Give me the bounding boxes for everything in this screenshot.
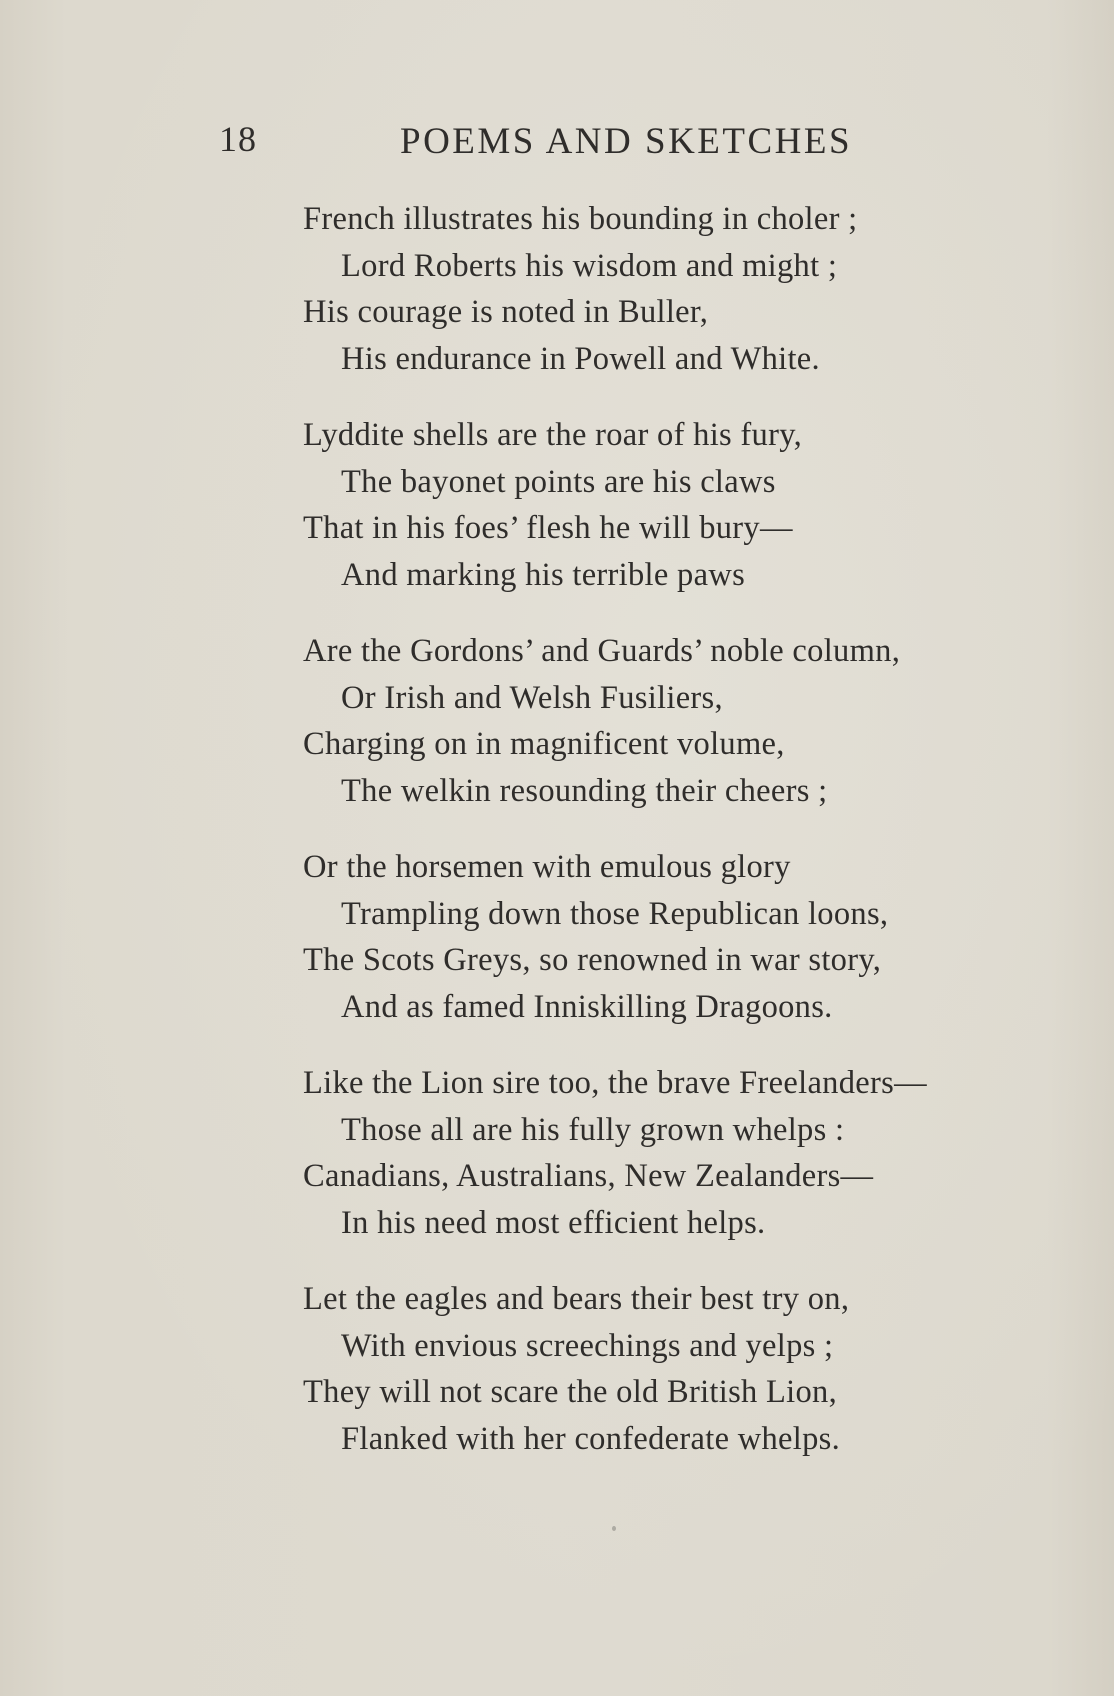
poem-line: With envious screechings and yelps ; <box>341 1327 834 1364</box>
poem-line: In his need most efficient helps. <box>341 1204 766 1241</box>
stanza-6 <box>303 1276 1063 1462</box>
poem-line: The Scots Greys, so renowned in war story, <box>303 942 882 978</box>
stanza-4 <box>303 844 1063 1030</box>
poem-line: And marking his terrible paws <box>341 556 746 593</box>
paper-speck <box>612 1526 616 1531</box>
poem-line: Lord Roberts his wisdom and might ; <box>341 247 838 284</box>
poem-line: Lyddite shells are the roar of his fury, <box>303 417 803 453</box>
poem-line: His endurance in Powell and White. <box>341 340 820 377</box>
poem-line: Trampling down those Republican loons, <box>341 895 889 932</box>
poem-line: Charging on in magnificent volume, <box>303 726 785 762</box>
stanza-2 <box>303 412 1063 598</box>
poem-line: Like the Lion sire too, the brave Freelanders— <box>303 1065 927 1101</box>
running-head <box>0 112 1114 172</box>
page-number: 18 <box>219 119 257 159</box>
stanza-5 <box>303 1060 1063 1246</box>
poem-line: Or Irish and Welsh Fusiliers, <box>341 679 723 716</box>
poem-line: That in his foes’ flesh he will bury— <box>303 510 793 546</box>
book-title: POEMS AND SKETCHES <box>400 121 853 162</box>
poem-line: Let the eagles and bears their best try on, <box>303 1281 850 1317</box>
poem-line: And as famed Inniskilling Dragoons. <box>341 988 833 1025</box>
poem-line: Those all are his fully grown whelps : <box>341 1111 845 1148</box>
poem-line: His courage is noted in Buller, <box>303 294 709 330</box>
poem-line: Or the horsemen with emulous glory <box>303 849 791 885</box>
poem-line: They will not scare the old British Lion, <box>303 1374 838 1410</box>
poem-line: The bayonet points are his claws <box>341 463 776 500</box>
poem-line: The welkin resounding their cheers ; <box>341 772 828 809</box>
poem-body <box>303 196 1063 1492</box>
stanza-3 <box>303 628 1063 814</box>
stanza-1 <box>303 196 1063 382</box>
poem-line: French illustrates his bounding in choler ; <box>303 201 858 237</box>
poem-line: Canadians, Australians, New Zealanders— <box>303 1158 874 1194</box>
poem-line: Are the Gordons’ and Guards’ noble column, <box>303 633 901 669</box>
poem-line: Flanked with her confederate whelps. <box>341 1420 841 1457</box>
